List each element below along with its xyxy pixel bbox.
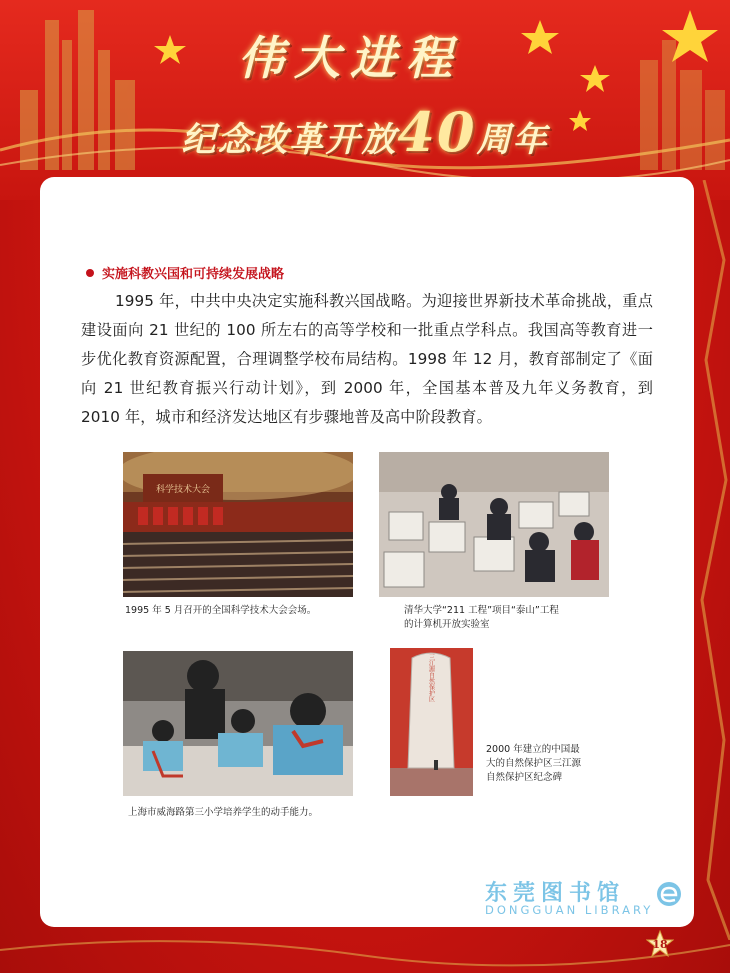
computer-lab-caption-line2: 的计算机开放实验室	[404, 619, 490, 630]
monument-photo	[390, 648, 473, 796]
subtitle-number: 40	[397, 100, 477, 164]
conference-sign-text: 科学技术大会	[155, 485, 211, 495]
bullet-icon	[86, 269, 94, 277]
conference-hall-photo	[123, 452, 353, 597]
bottom-decoration	[0, 900, 730, 973]
banner-subtitle	[165, 100, 565, 164]
page-number: 18	[652, 938, 668, 951]
monument-inscription: 三江源自然保护区	[427, 654, 435, 702]
body-paragraph: 1995 年，中共中央决定实施科教兴国战略。为迎接世界新技术革命挑战，重点建设面向 21 世纪的 100 所左右的高等学校和一批重点学科点。我国高等教育进一步优化教育资源配置，合理调整学校布局结构。1998 年 12 月，教育部制定了《面向 21 世纪教育振兴行动计划》，到 2000 年，全国基本普及九年义务教育，到 2010 年，城市和经济发达地区有步骤地普及高中阶段教育。	[81, 292, 653, 426]
section-heading-text: 实施科教兴国和可持续发展战略	[102, 267, 285, 282]
students-caption: 上海市威海路第三小学培养学生的动手能力。	[128, 807, 319, 818]
monument-caption-line2: 大的自然保护区三江源	[486, 758, 582, 769]
great-wall-decoration	[694, 180, 730, 940]
subtitle-suffix: 周年	[476, 120, 549, 160]
page-number-badge	[646, 930, 674, 958]
banner-title: 伟大进程	[238, 31, 462, 85]
monument-caption-line3: 自然保护区纪念碑	[486, 772, 563, 783]
subtitle-prefix: 纪念改革开放	[181, 120, 398, 160]
monument-caption-line1: 2000 年建立的中国最	[486, 744, 580, 755]
computer-lab-photo	[379, 452, 609, 597]
library-name-en: DONGGUAN LIBRARY	[485, 903, 654, 917]
monument-caption	[486, 743, 581, 785]
computer-lab-caption	[404, 604, 559, 632]
students-photo	[123, 651, 353, 796]
computer-lab-caption-line1: 清华大学“211 工程”项目“泰山”工程	[404, 605, 559, 616]
library-name-cn: 东莞图书馆	[485, 881, 626, 906]
conference-caption: 1995 年 5 月召开的全国科学技术大会会场。	[125, 605, 317, 616]
section-heading	[86, 263, 284, 282]
